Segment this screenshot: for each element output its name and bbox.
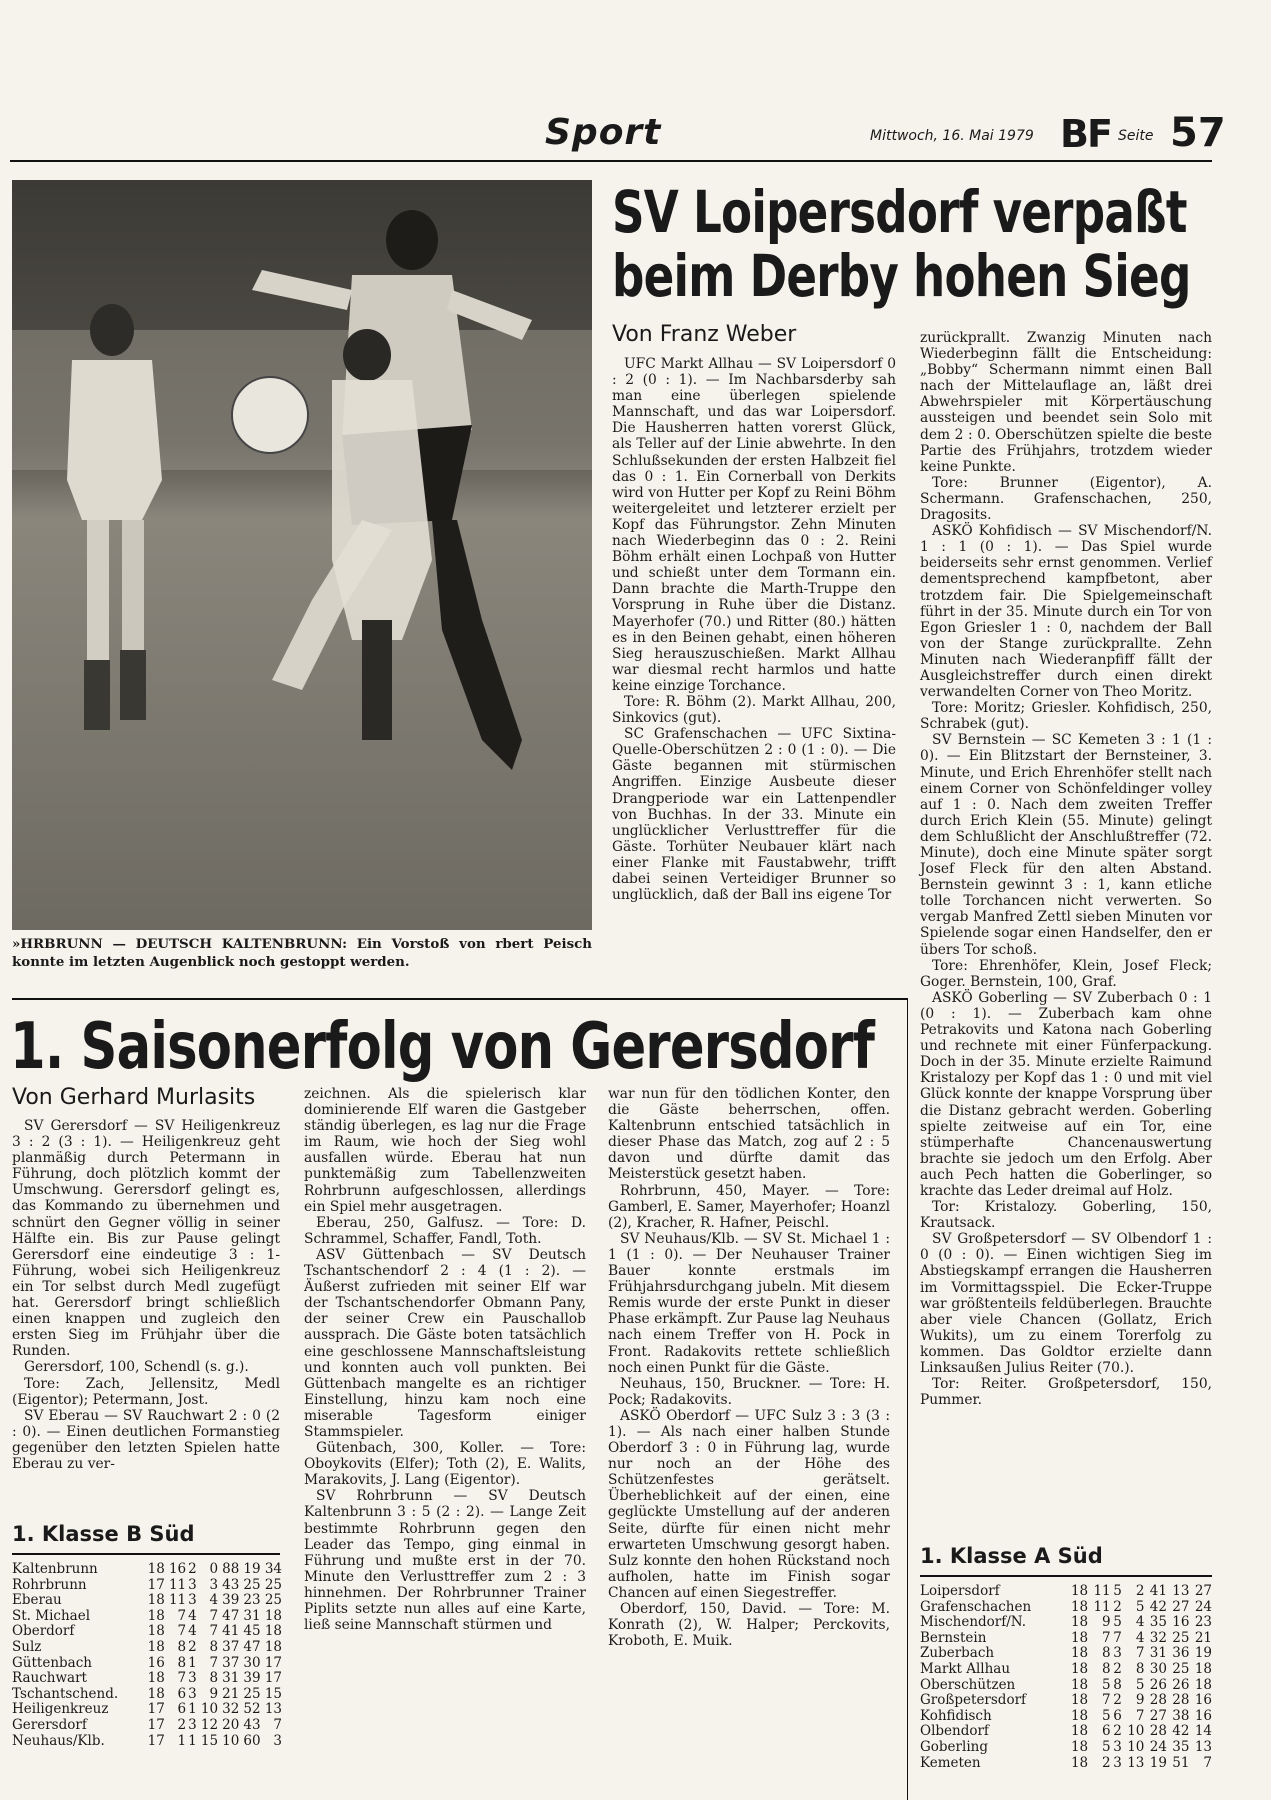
article2-column2 xyxy=(304,1086,586,1633)
stat-cell: 18 xyxy=(264,1623,282,1640)
table-row xyxy=(12,1687,282,1703)
stat-cell: 52 xyxy=(243,1701,261,1718)
stat-cell: 32 xyxy=(1149,1629,1167,1646)
newspaper-logo: BF xyxy=(1060,112,1111,156)
paragraph: zeichnen. Als die spielerisch klar dominierende Elf waren die Gastgeber ständig überlegen, es lag nur die Frage im Raum, wie hoch der Sieg wohl ausfallen würde. Eberau hat nun punktemäßig zum Tabellenzweiten Rohrbrunn aufgeschlossen, allerdings ein Spiel mehr ausgetragen. xyxy=(304,1086,586,1215)
table-row xyxy=(12,1718,282,1734)
table-row xyxy=(920,1693,1212,1709)
stat-cell: 3 xyxy=(188,1716,197,1733)
stat-cell: 18 xyxy=(147,1561,165,1577)
stat-cell: 5 xyxy=(1102,1707,1111,1724)
stat-cell: 16 xyxy=(1194,1692,1212,1709)
stat-cell: 88 xyxy=(222,1561,240,1577)
stat-cell: 4 xyxy=(188,1607,197,1624)
stat-cell: 17 xyxy=(264,1670,282,1687)
stat-cell: 43 xyxy=(222,1576,240,1593)
table-row xyxy=(920,1600,1212,1616)
paragraph: UFC Markt Allhau — SV Loipersdorf 0 : 2 (0 : 1). — Im Nachbarsderby sah man eine überlegen spielende Mannschaft, und das war Loipersdorf. Die Hausherren hatten vorerst Glück, als Teller auf der Linie abwehrte. In den Schlußsekunden der ersten Halbzeit fiel das 0 : 1. Ein Cornerball von Derkits wird von Hutter per Kopf zu Reini Böhm weitergeleitet und letzterer erzielt per Kopf das Führungstor. Zehn Minuten nach Wiederbeginn das 0 : 2. Reini Böhm erhält einen Lochpaß von Hutter und schießt unter dem Tormann ein. Dann brachte die Marth-Truppe den Vorsprung in Ruhe über die Distanz. Mayerhofer (70.) und Ritter (80.) hätten es in den Beinen gehabt, einen höheren Sieg herauszuschießen. Markt Allhau war diesmal recht harmlos und hatte keine einzige Torchance. xyxy=(612,356,896,694)
table-row xyxy=(12,1593,282,1609)
table-a-rule xyxy=(920,1575,1212,1577)
stat-cell: 39 xyxy=(222,1592,240,1609)
stat-cell: 30 xyxy=(1149,1660,1167,1677)
article1-column2 xyxy=(920,330,1212,1408)
team-name: Kemeten xyxy=(920,1754,981,1771)
stat-cell: 4 xyxy=(188,1623,197,1640)
stat-cell: 11 xyxy=(1093,1598,1111,1615)
stat-cell: 2 xyxy=(188,1561,197,1577)
stat-cell: 51 xyxy=(1172,1754,1190,1771)
stat-cell: 8 xyxy=(177,1654,187,1671)
table-row xyxy=(12,1734,282,1750)
stat-cell: 7 xyxy=(209,1607,219,1624)
team-name: St. Michael xyxy=(12,1607,91,1624)
stat-cell: 7 xyxy=(1102,1692,1111,1709)
stat-cell: 35 xyxy=(1172,1738,1190,1755)
table-row xyxy=(12,1562,282,1578)
stat-cell: 35 xyxy=(1149,1614,1167,1631)
team-name: Olbendorf xyxy=(920,1723,989,1740)
stat-cell: 3 xyxy=(1113,1738,1122,1755)
stat-cell: 18 xyxy=(147,1623,165,1640)
stat-cell: 60 xyxy=(243,1732,261,1749)
stat-cell: 1 xyxy=(188,1654,197,1671)
team-name: Neuhaus/Klb. xyxy=(12,1732,105,1749)
paragraph: Gerersdorf, 100, Schendl (s. g.). xyxy=(24,1359,249,1376)
team-name: Oberschützen xyxy=(920,1676,1016,1693)
team-name: Eberau xyxy=(12,1592,62,1609)
paragraph: SV Gerersdorf — SV Heiligenkreuz 3 : 2 (3 : 1). — Heiligenkreuz geht planmäßig durch Petermann in Führung, doch plötzlich kommt der Umschwung. Gerersdorf gelingt es, das Kommando zu übernehmen und schnürt den Gegner völlig in seiner Hälfte ein. Bis zur Pause gelingt Gerersdorf eine eindeutige 3 : 1-Führung, wobei sich Heiligenkreuz ein Tor selbst durch Medl zugefügt hat. Gerersdorf bringt schließlich einen knappen und zugleich den ersten Sieg im Frühjahr über die Runden. xyxy=(12,1118,280,1360)
team-name: Loipersdorf xyxy=(920,1583,1000,1599)
stat-cell: 4 xyxy=(1135,1614,1145,1631)
header-rule xyxy=(10,160,1212,162)
stat-cell: 47 xyxy=(222,1607,240,1624)
photo-illustration xyxy=(12,180,592,930)
stat-cell: 7 xyxy=(1113,1629,1122,1646)
stat-cell: 8 xyxy=(1135,1660,1145,1677)
stat-cell: 27 xyxy=(1149,1707,1167,1724)
stat-cell: 6 xyxy=(177,1701,187,1718)
stat-cell: 45 xyxy=(243,1623,261,1640)
team-name: Gerersdorf xyxy=(12,1716,87,1733)
stat-cell: 17 xyxy=(147,1701,165,1718)
stat-cell: 10 xyxy=(222,1732,240,1749)
table-a xyxy=(920,1584,1212,1771)
stat-cell: 18 xyxy=(1070,1738,1089,1755)
stat-cell: 7 xyxy=(1203,1754,1212,1771)
stat-cell: 3 xyxy=(209,1576,219,1593)
team-name: Großpetersdorf xyxy=(920,1692,1027,1709)
stat-cell: 11 xyxy=(168,1592,187,1609)
stat-cell: 8 xyxy=(1102,1660,1111,1677)
table-row xyxy=(920,1724,1212,1740)
stat-cell: 0 xyxy=(209,1561,219,1577)
stat-cell: 3 xyxy=(188,1685,197,1702)
stat-cell: 4 xyxy=(1135,1629,1145,1646)
stat-cell: 12 xyxy=(200,1716,219,1733)
stat-cell: 2 xyxy=(1102,1754,1111,1771)
paragraph: SV Großpetersdorf — SV Olbendorf 1 : 0 (0 : 0). — Einen wichtigen Sieg im Abstiegskampf errangen die Hausherren im Vormittagsspiel. Die Ecker-Truppe war größtenteils feldüberlegen. Brauchte aber viele Chancen (Gollatz, Erich Wukits), um zu einem Torerfolg zu kommen. Das Goldtor erzielte dann Linksaußen Julius Reiter (70.). xyxy=(920,1231,1212,1376)
team-name: Rauchwart xyxy=(12,1670,87,1687)
stat-cell: 18 xyxy=(264,1607,282,1624)
stat-cell: 2 xyxy=(1113,1692,1122,1709)
stat-cell: 5 xyxy=(1102,1738,1111,1755)
page-number: 57 xyxy=(1170,110,1226,156)
paragraph: Gütenbach, 300, Koller. — Tore: Oboykovits (Elfer); Toth (2), E. Walits, Marakovits, J. Lang (Eigentor). xyxy=(304,1440,586,1489)
stat-cell: 28 xyxy=(1149,1723,1167,1740)
table-row xyxy=(12,1578,282,1594)
stat-cell: 7 xyxy=(177,1607,187,1624)
stat-cell: 32 xyxy=(222,1701,240,1718)
paragraph: Tore: R. Böhm (2). Markt Allhau, 200, Sinkovics (gut). xyxy=(612,693,896,727)
stat-cell: 28 xyxy=(1149,1692,1167,1709)
stat-cell: 5 xyxy=(1102,1676,1111,1693)
stat-cell: 25 xyxy=(1172,1629,1190,1646)
stat-cell: 24 xyxy=(1194,1598,1212,1615)
stat-cell: 8 xyxy=(1102,1645,1111,1662)
stat-cell: 17 xyxy=(147,1716,165,1733)
stat-cell: 5 xyxy=(1135,1598,1145,1615)
stat-cell: 47 xyxy=(243,1638,261,1655)
stat-cell: 26 xyxy=(1172,1676,1190,1693)
stat-cell: 25 xyxy=(264,1592,282,1609)
stat-cell: 3 xyxy=(273,1732,282,1749)
stat-cell: 15 xyxy=(264,1685,282,1702)
stat-cell: 7 xyxy=(177,1670,187,1687)
team-name: Bernstein xyxy=(920,1629,987,1646)
team-name: Kohfidisch xyxy=(920,1707,992,1724)
stat-cell: 16 xyxy=(1172,1614,1190,1631)
stat-cell: 18 xyxy=(1070,1723,1089,1740)
table-row xyxy=(12,1656,282,1672)
stat-cell: 43 xyxy=(243,1716,261,1733)
table-row xyxy=(920,1615,1212,1631)
paragraph: SV Eberau — SV Rauchwart 2 : 0 (2 : 0). — Einen deutlichen Formanstieg gegenüber den letzten Spielen hatte Eberau zu ver- xyxy=(12,1407,280,1472)
stat-cell: 10 xyxy=(1127,1738,1145,1755)
paragraph: Tore: Brunner (Eigentor), A. Schermann. Grafenschachen, 250, Dragosits. xyxy=(920,474,1212,524)
stat-cell: 20 xyxy=(222,1716,240,1733)
paragraph: SV Neuhaus/Klb. — SV St. Michael 1 : 1 (1 : 0). — Der Neuhauser Trainer Bauer konnte erstmals im Frühjahrsdurchgang jubeln. Mit diesem Remis wurde der erste Punkt in dieser Phase erkämpft. Zur Pause lag Neuhaus nach einem Treffer von H. Pock in Front. Radakovits rettete schließlich noch einen Punkt für die Gäste. xyxy=(608,1230,890,1376)
article1-byline: Von Franz Weber xyxy=(612,322,797,347)
paragraph: SV Rohrbrunn — SV Deutsch Kaltenbrunn 3 : 5 (2 : 2). — Lange Zeit bestimmte Rohrbrunn gegen den Leader das Tempo, ging einmal in Führung und mußte erst in der 70. Minute den Verlusttreffer zum 2 : 3 hinnehmen. Der Rohrbrunner Trainer Piplits setzte nun alles auf eine Karte, ließ seine Mannschaft stürmen und xyxy=(304,1488,586,1634)
article1-headline-line1: SV Loipersdorf verpaßt xyxy=(612,178,1187,246)
team-name: Rohrbrunn xyxy=(12,1576,87,1593)
table-row xyxy=(12,1702,282,1718)
stat-cell: 34 xyxy=(264,1561,282,1577)
article2-column1 xyxy=(12,1118,280,1472)
paragraph: Neuhaus, 150, Bruckner. — Tore: H. Pock; Radakovits. xyxy=(608,1375,890,1408)
stat-cell: 17 xyxy=(147,1732,165,1749)
stat-cell: 17 xyxy=(147,1576,165,1593)
article1-headline-line2: beim Derby hohen Sieg xyxy=(612,242,1191,310)
team-name: Zuberbach xyxy=(920,1645,995,1662)
table-row xyxy=(12,1609,282,1625)
stat-cell: 18 xyxy=(147,1670,165,1687)
stat-cell: 38 xyxy=(1172,1707,1190,1724)
stat-cell: 16 xyxy=(1194,1707,1212,1724)
table-b-rule xyxy=(12,1553,280,1555)
stat-cell: 18 xyxy=(1194,1660,1212,1677)
team-name: Güttenbach xyxy=(12,1654,92,1671)
stat-cell: 11 xyxy=(1093,1583,1111,1599)
stat-cell: 16 xyxy=(147,1654,165,1671)
stat-cell: 27 xyxy=(1172,1598,1190,1615)
team-name: Markt Allhau xyxy=(920,1660,1011,1677)
article2-headline: 1. Saisonerfolg von Gerersdorf xyxy=(10,1010,875,1084)
page-label: Seite xyxy=(1118,128,1154,144)
stat-cell: 18 xyxy=(147,1592,165,1609)
stat-cell: 25 xyxy=(243,1685,261,1702)
stat-cell: 13 xyxy=(264,1701,282,1718)
stat-cell: 18 xyxy=(1070,1660,1089,1677)
paragraph: Tor: Kristalozy. Goberling, 150, Krautsack. xyxy=(920,1199,1212,1232)
team-name: Oberdorf xyxy=(12,1623,75,1640)
stat-cell: 19 xyxy=(1194,1645,1212,1662)
stat-cell: 18 xyxy=(1070,1583,1089,1599)
stat-cell: 7 xyxy=(1135,1707,1145,1724)
stat-cell: 9 xyxy=(1135,1692,1145,1709)
team-name: Grafenschachen xyxy=(920,1598,1032,1615)
paragraph: Rohrbrunn, 450, Mayer. — Tore: Gamberl, E. Samer, Mayerhofer; Hoanzl (2), Kracher, R. Hafner, Peischl. xyxy=(608,1182,890,1231)
stat-cell: 42 xyxy=(1149,1598,1167,1615)
stat-cell: 24 xyxy=(1149,1738,1167,1755)
stat-cell: 18 xyxy=(264,1638,282,1655)
stat-cell: 7 xyxy=(273,1716,282,1733)
stat-cell: 18 xyxy=(1070,1598,1089,1615)
stat-cell: 13 xyxy=(1127,1754,1145,1771)
stat-cell: 31 xyxy=(243,1607,261,1624)
table-row xyxy=(920,1756,1212,1772)
stat-cell: 2 xyxy=(188,1638,197,1655)
stat-cell: 41 xyxy=(1149,1583,1167,1599)
section-title: Sport xyxy=(545,112,662,153)
stat-cell: 14 xyxy=(1194,1723,1212,1740)
team-name: Heiligenkreuz xyxy=(12,1701,109,1718)
table-row xyxy=(920,1662,1212,1678)
stat-cell: 30 xyxy=(243,1654,261,1671)
table-row xyxy=(12,1671,282,1687)
paragraph: Tore: Zach, Jellensitz, Medl (Eigentor); Petermann, Jost. xyxy=(12,1375,280,1408)
stat-cell: 25 xyxy=(264,1576,282,1593)
team-name: Mischendorf/N. xyxy=(920,1614,1027,1631)
stat-cell: 3 xyxy=(188,1670,197,1687)
stat-cell: 31 xyxy=(1149,1645,1167,1662)
table-b xyxy=(12,1562,282,1749)
stat-cell: 1 xyxy=(188,1701,197,1718)
table-row xyxy=(920,1646,1212,1662)
stat-cell: 3 xyxy=(1113,1754,1122,1771)
paragraph: SC Grafenschachen — UFC Sixtina-Quelle-Oberschützen 2 : 0 (1 : 0). — Die Gäste begannen mit stürmischen Angriffen. Einzige Ausbeute dieser Drangperiode war ein Lattenpendler von Buchhas. In der 33. Minute ein unglücklicher Verlusttreffer für die Gäste. Torhüter Neubauer klärt nach einer Flanke mit Faustabwehr, trifft dabei seinen Verteidiger Brunner so unglücklich, daß der Ball ins eigene Tor xyxy=(612,726,896,904)
article2-column3 xyxy=(608,1086,890,1649)
table-row xyxy=(920,1678,1212,1694)
team-name: Tschantschend. xyxy=(12,1685,119,1702)
paragraph: Tor: Reiter. Großpetersdorf, 150, Pummer. xyxy=(920,1376,1212,1409)
paragraph: Tore: Moritz; Griesler. Kohfidisch, 250, Schrabek (gut). xyxy=(920,700,1212,733)
stat-cell: 27 xyxy=(1194,1583,1212,1599)
paragraph: ASV Güttenbach — SV Deutsch Tschantschendorf 2 : 4 (1 : 2). — Äußerst zufrieden mit seiner Elf war der Tschantschendorfer Obmann Pany, der seiner Crew ein Pauschallob aussprach. Die Gäste boten tatsächlich eine geschlossene Mannschaftsleistung und konnten auch voll punkten. Bei Güttenbach mangelte es an richtiger Einstellung, hinzu kam noch eine miserable Tagesform einiger Stammspieler. xyxy=(304,1246,586,1440)
stat-cell: 23 xyxy=(1194,1614,1212,1631)
stat-cell: 2 xyxy=(1113,1723,1122,1740)
stat-cell: 21 xyxy=(1194,1629,1212,1646)
team-name: Sulz xyxy=(12,1638,42,1655)
table-row xyxy=(920,1709,1212,1725)
stat-cell: 6 xyxy=(177,1685,187,1702)
stat-cell: 2 xyxy=(1113,1598,1122,1615)
stat-cell: 17 xyxy=(264,1654,282,1671)
table-row xyxy=(12,1624,282,1640)
stat-cell: 42 xyxy=(1172,1723,1190,1740)
match-photo xyxy=(12,180,592,930)
stat-cell: 41 xyxy=(222,1623,240,1640)
photo-caption: »HRBRUNN — DEUTSCH KALTENBRUNN: Ein Vorstoß von rbert Peisch konnte im letzten Augenblick noch gestoppt werden. xyxy=(12,936,592,970)
stat-cell: 3 xyxy=(188,1576,197,1593)
stat-cell: 13 xyxy=(1194,1738,1212,1755)
stat-cell: 5 xyxy=(1113,1614,1122,1631)
stat-cell: 8 xyxy=(177,1638,187,1655)
paragraph: zurückprallt. Zwanzig Minuten nach Wiederbeginn fällt die Entscheidung: „Bobby“ Schermann nimmt einen Ball nach der Mittelauflage an, läßt drei Abwehrspieler mit Körpertäuschung aussteigen und beendet sein Solo mit dem 2 : 0. Oberschützen spielte die beste Partie des Frühjahrs, trotzdem wieder keine Punkte. xyxy=(920,330,1212,475)
stat-cell: 36 xyxy=(1172,1645,1190,1662)
paragraph: SV Bernstein — SC Kemeten 3 : 1 (1 : 0). — Ein Blitzstart der Bernsteiner, 3. Minute, und Erich Ehrenhöfer stellt nach einem Corner von Schönfeldinger volley auf 1 : 0. Nach dem zweiten Treffer durch Erich Klein (55. Minute) gelingt dem Schlußlicht der Anschlußtreffer (72. Minute), doch eine Minute später sorgt Josef Fleck für den alten Abstand. Bernstein gewinnt 3 : 1, kann etliche tolle Torchancen nicht verwerten. So vergab Manfred Zettl sieben Minuten vor Spielende sogar einen Handselfer, den er übers Tor schoß. xyxy=(920,732,1212,958)
stat-cell: 10 xyxy=(200,1701,219,1718)
stat-cell: 6 xyxy=(1113,1707,1122,1724)
stat-cell: 21 xyxy=(222,1685,240,1702)
stat-cell: 19 xyxy=(1149,1754,1167,1771)
stat-cell: 3 xyxy=(188,1592,197,1609)
stat-cell: 1 xyxy=(177,1732,187,1749)
stat-cell: 28 xyxy=(1172,1692,1190,1709)
stat-cell: 2 xyxy=(1113,1660,1122,1677)
table-row xyxy=(920,1584,1212,1600)
stat-cell: 37 xyxy=(222,1654,240,1671)
stat-cell: 39 xyxy=(243,1670,261,1687)
stat-cell: 18 xyxy=(147,1685,165,1702)
stat-cell: 18 xyxy=(1070,1676,1089,1693)
article1-headline xyxy=(612,178,1191,310)
stat-cell: 18 xyxy=(1194,1676,1212,1693)
stat-cell: 19 xyxy=(243,1561,261,1577)
paragraph: war nun für den tödlichen Konter, den die Gäste beherrschen, offen. Kaltenbrunn entschied tatsächlich in dieser Phase das Match, zog auf 2 : 5 davon und dürfte damit das Meisterstück gesetzt haben. xyxy=(608,1086,890,1183)
stat-cell: 3 xyxy=(1113,1645,1122,1662)
stat-cell: 2 xyxy=(177,1716,187,1733)
stat-cell: 7 xyxy=(1135,1645,1145,1662)
table-row xyxy=(12,1640,282,1656)
stat-cell: 18 xyxy=(147,1607,165,1624)
stat-cell: 18 xyxy=(1070,1754,1089,1771)
stat-cell: 5 xyxy=(1135,1676,1145,1693)
stat-cell: 5 xyxy=(1113,1583,1122,1599)
stat-cell: 15 xyxy=(200,1732,219,1749)
stat-cell: 11 xyxy=(168,1576,187,1593)
table-row xyxy=(920,1631,1212,1647)
stat-cell: 13 xyxy=(1172,1583,1190,1599)
stat-cell: 7 xyxy=(209,1623,219,1640)
stat-cell: 25 xyxy=(1172,1660,1190,1677)
stat-cell: 9 xyxy=(1102,1614,1111,1631)
stat-cell: 10 xyxy=(1127,1723,1145,1740)
table-b-title: 1. Klasse B Süd xyxy=(12,1522,195,1546)
table-a-title: 1. Klasse A Süd xyxy=(920,1544,1103,1568)
team-name: Goberling xyxy=(920,1738,988,1755)
article2-byline: Von Gerhard Murlasits xyxy=(12,1085,256,1110)
stat-cell: 18 xyxy=(1070,1614,1089,1631)
stat-cell: 18 xyxy=(147,1638,165,1655)
table-row xyxy=(920,1740,1212,1756)
paragraph: ASKÖ Oberdorf — UFC Sulz 3 : 3 (3 : 1). — Als nach einer halben Stunde Oberdorf 3 : 0 in Führung lag, wurde nur noch an der Höhe des Schützenfestes gerätselt. Überheblichkeit auf der einen, eine geglückte Umstellung auf der anderen Seite, dürfte für einen nicht mehr erwarteten Umschwung gesorgt haben. Sulz konnte den hohen Rückstand noch aufholen, hatte im Finish sogar Chancen auf einen Siegestreffer. xyxy=(608,1407,890,1601)
paragraph: Oberdorf, 150, David. — Tore: M. Konrath (2), W. Halper; Perckovits, Kroboth, E. Muik. xyxy=(608,1601,890,1650)
stat-cell: 37 xyxy=(222,1638,240,1655)
paragraph: ASKÖ Kohfidisch — SV Mischendorf/N. 1 : 1 (0 : 1). — Das Spiel wurde beiderseits sehr ernst genommen. Verlief dementsprechend kampfbetont, aber trotzdem fair. Die Spielgemeinschaft führt in der 35. Minute durch ein Tor von Egon Griesler 1 : 0, nachdem der Ball von der Stange zurückprallte. Zehn Minuten nach Wiederanpfiff fällt der Ausgleichstreffer durch einen direkt verwandelten Corner von Theo Moritz. xyxy=(920,523,1212,701)
stat-cell: 18 xyxy=(1070,1692,1089,1709)
team-name: Kaltenbrunn xyxy=(12,1561,98,1577)
stat-cell: 7 xyxy=(177,1623,187,1640)
stat-cell: 6 xyxy=(1102,1723,1111,1740)
stat-cell: 23 xyxy=(243,1592,261,1609)
article1-column1 xyxy=(612,356,896,903)
stat-cell: 26 xyxy=(1149,1676,1167,1693)
paragraph: Tore: Ehrenhöfer, Klein, Josef Fleck; Goger. Bernstein, 100, Graf. xyxy=(920,957,1212,990)
stat-cell: 31 xyxy=(222,1670,240,1687)
stat-cell: 8 xyxy=(209,1670,219,1687)
stat-cell: 2 xyxy=(1135,1583,1145,1599)
stat-cell: 18 xyxy=(1070,1629,1089,1646)
stat-cell: 18 xyxy=(1070,1645,1089,1662)
paragraph: ASKÖ Goberling — SV Zuberbach 0 : 1 (0 : 1). — Zuberbach kam ohne Petrakovits und Katona nach Goberling und rechnete mit einer Fünferpackung. Doch in der 35. Minute erzielte Raimund Kristalozy per Kopf das 1 : 0 und mit viel Glück konnte der knappe Vorsprung über die Distanz gebracht werden. Goberling spielte zeitweise auf ein Tor, eine stümperhafte Chancenauswertung brachte sie jedoch um den Erfolg. Aber auch Pech hatten die Goberlinger, so krachte das Leder dreimal auf Holz. xyxy=(920,989,1212,1199)
issue-date: Mittwoch, 16. Mai 1979 xyxy=(870,128,1034,144)
stat-cell: 8 xyxy=(1113,1676,1122,1693)
stat-cell: 16 xyxy=(168,1561,187,1577)
stat-cell: 18 xyxy=(1070,1707,1089,1724)
stat-cell: 9 xyxy=(209,1685,219,1702)
stat-cell: 4 xyxy=(209,1592,219,1609)
paragraph: Eberau, 250, Galfusz. — Tore: D. Schrammel, Schaffer, Fandl, Toth. xyxy=(304,1214,586,1247)
stat-cell: 1 xyxy=(188,1732,197,1749)
stat-cell: 7 xyxy=(209,1654,219,1671)
stat-cell: 7 xyxy=(1102,1629,1111,1646)
stat-cell: 8 xyxy=(209,1638,219,1655)
stat-cell: 25 xyxy=(243,1576,261,1593)
